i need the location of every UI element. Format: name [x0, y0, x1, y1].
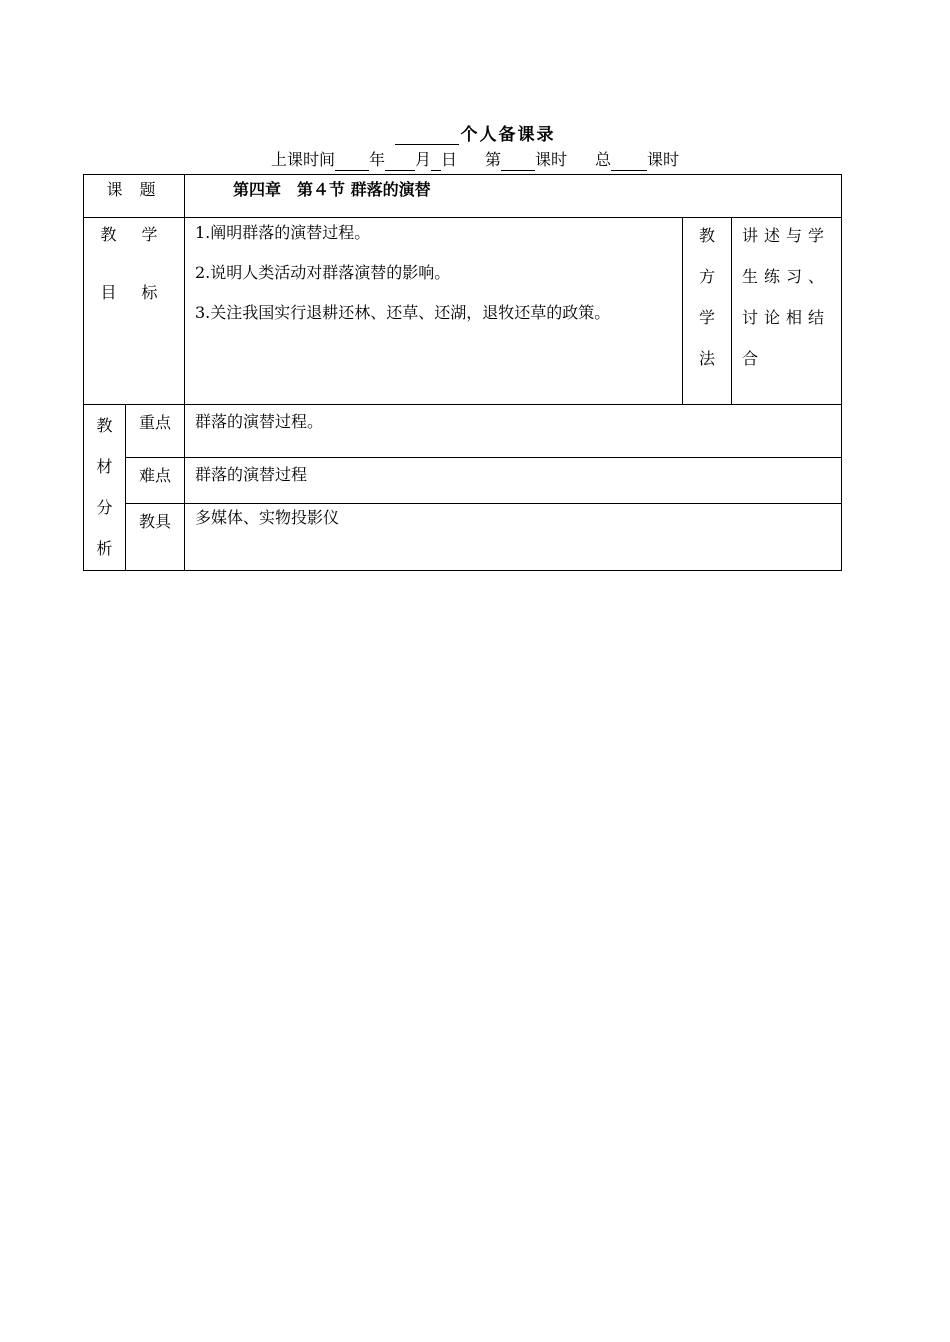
total-label: 总	[595, 150, 612, 169]
topic-label: 课 题	[84, 175, 185, 218]
goal-label-1: 教 学	[100, 225, 168, 244]
total-period-label: 课时	[647, 150, 680, 169]
difficulty-row	[84, 458, 842, 504]
method-value-line: 合	[742, 349, 765, 368]
title-blank	[395, 128, 459, 145]
method-value-line: 讨论相结	[742, 308, 831, 327]
method-label-char: 教	[698, 226, 715, 245]
method-value-cell	[732, 218, 842, 405]
analysis-label-char: 教	[96, 416, 113, 435]
lesson-plan-table	[83, 174, 842, 571]
month-label: 月	[414, 150, 431, 169]
total-blank	[611, 153, 647, 171]
method-label-char: 学	[698, 308, 715, 327]
key-point-label: 重点	[126, 405, 185, 458]
period-label: 课时	[535, 150, 568, 169]
day-label: 日	[440, 150, 457, 169]
year-label: 年	[368, 150, 385, 169]
method-label-cell	[683, 218, 732, 405]
analysis-label-char: 析	[96, 539, 113, 558]
goal-label-cell	[84, 218, 185, 405]
difficulty-label: 难点	[126, 458, 185, 504]
key-point-row	[84, 405, 842, 458]
tools-value: 多媒体、实物投影仪	[185, 504, 842, 571]
tools-row	[84, 504, 842, 571]
goal-item: 1.阐明群落的演替过程。	[195, 223, 371, 242]
analysis-label-char: 材	[96, 457, 113, 476]
document-title	[0, 120, 950, 145]
tools-label: 教具	[126, 504, 185, 571]
goals-cell	[185, 218, 683, 405]
month-blank	[385, 153, 415, 171]
difficulty-value: 群落的演替过程	[185, 458, 842, 504]
method-value-line: 生练习、	[742, 267, 831, 286]
year-blank	[335, 153, 369, 171]
goal-label-2: 目 标	[100, 283, 168, 302]
class-time-line	[0, 149, 950, 171]
analysis-label-cell	[84, 405, 126, 571]
time-label: 上课时间	[270, 150, 335, 169]
goal-row	[84, 218, 842, 405]
analysis-label-char: 分	[96, 498, 113, 517]
topic-value: 第四章 第４节 群落的演替	[185, 175, 842, 218]
period-blank	[501, 153, 535, 171]
method-value-line: 讲述与学	[742, 226, 831, 245]
key-point-value: 群落的演替过程。	[185, 405, 842, 458]
title-text: 个人备课录	[460, 125, 556, 145]
method-label-char: 法	[698, 349, 715, 368]
method-label-char: 方	[698, 267, 715, 286]
di-label: 第	[485, 150, 502, 169]
day-blank	[431, 153, 441, 171]
goal-item: 2.说明人类活动对群落演替的影响。	[195, 263, 451, 282]
goal-item: 3.关注我国实行退耕还林、还草、还湖，退牧还草的政策。	[195, 303, 611, 322]
